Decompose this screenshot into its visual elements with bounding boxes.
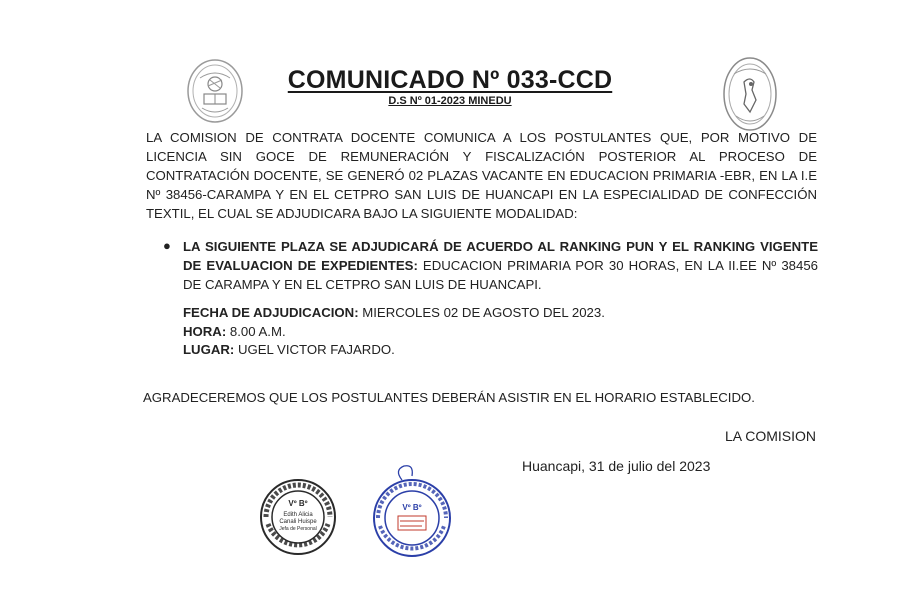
svg-text:Jefa de Personal: Jefa de Personal: [279, 526, 317, 532]
bullet-icon: ●: [163, 238, 171, 253]
lugar-row: [183, 341, 605, 360]
signoff: LA COMISION: [724, 428, 816, 444]
svg-text:Vº Bº: Vº Bº: [402, 503, 422, 512]
hora-row: [183, 323, 605, 342]
ministry-stamp-icon: [258, 478, 338, 556]
bullet-body-text: EDUCACION PRIMARIA POR 30 HORAS, EN LA II.EE Nº 38456 DE CARAMPA Y EN EL CETPRO SAN LUIS DE HUANCAPI.: [183, 258, 818, 292]
adjudication-details: [183, 304, 605, 360]
institution-crest-right-icon: [722, 56, 778, 132]
dateline: Huancapi, 31 de julio del 2023: [522, 458, 711, 474]
intro-paragraph: LA COMISION DE CONTRATA DOCENTE COMUNICA A LOS POSTULANTES QUE, POR MOTIVO DE LICENCIA SIN GOCE DE REMUNERACIÓN Y FISCALIZACIÓN POSTERIOR AL PROCESO DE CONTRATACIÓN DOCENTE, SE GENERÓ 02 PLAZAS VACANTE EN EDUCACION PRIMARIA -EBR, EN LA I.E Nº 38456-CARAMPA Y EN EL CETPRO SAN LUIS DE HUANCAPI EN LA ESPECIALIDAD DE CONFECCIÓN TEXTIL, EL CUAL SE ADJUDICARA BAJO LA SIGUIENTE MODALIDAD:: [146, 130, 817, 221]
svg-text:Edith Alicia: Edith Alicia: [283, 512, 313, 518]
bullet-bold-text: LA SIGUIENTE PLAZA SE ADJUDICARÁ DE ACUERDO AL RANKING PUN Y EL RANKING VIGENTE DE EVALUACION DE EXPEDIENTES:: [183, 239, 818, 273]
hora-value: 8.00 A.M.: [226, 323, 286, 339]
closing-note: AGRADECEREMOS QUE LOS POSTULANTES DEBERÁN ASISTIR EN EL HORARIO ESTABLECIDO.: [143, 390, 755, 405]
bullet-item: [163, 237, 818, 294]
lugar-value: UGEL VICTOR FAJARDO.: [234, 342, 395, 357]
fecha-value: MIERCOLES 02 DE AGOSTO DEL 2023.: [358, 305, 605, 320]
svg-text:Vº Bº: Vº Bº: [288, 499, 308, 508]
lugar-label: LUGAR:: [183, 342, 235, 357]
fecha-row: [183, 304, 605, 323]
regional-direction-stamp-icon: [364, 462, 462, 562]
document-subtitle: D.S Nº 01-2023 MINEDU: [388, 95, 512, 107]
document-title: COMUNICADO Nº 033-CCD: [287, 66, 613, 94]
fecha-label: FECHA DE ADJUDICACION:: [183, 305, 359, 320]
hora-label: HORA:: [183, 323, 227, 339]
bullet-text: [183, 237, 818, 294]
svg-text:Canali Huispe: Canali Huispe: [279, 519, 317, 525]
institution-crest-left-icon: [186, 58, 244, 124]
